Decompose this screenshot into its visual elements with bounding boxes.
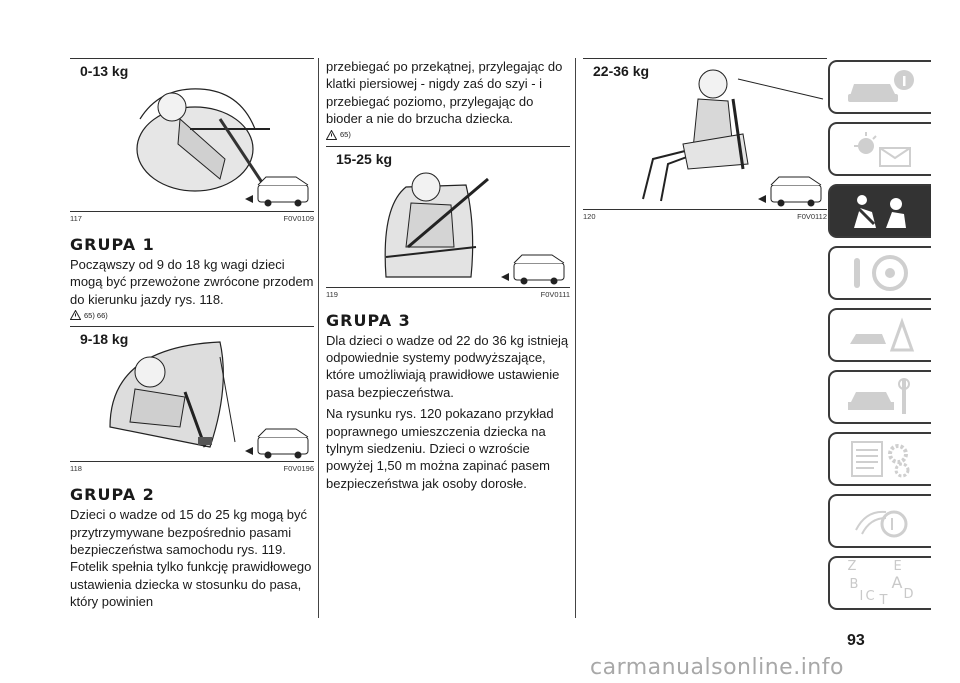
tab-warning-lights[interactable] [828,122,931,176]
steering-key-icon [846,252,916,294]
booster-cushion-illustration [583,59,827,207]
warning-lights-icon [846,128,916,170]
warning-triangle-icon [326,130,337,140]
figure-118 [70,326,314,473]
figure-code: F0V0109 [283,214,314,223]
tab-car-info[interactable] [828,60,931,114]
figure-119 [326,146,570,299]
column-3 [583,58,827,221]
tab-safety[interactable] [828,184,931,238]
watermark: carmanualsonline.info [590,655,844,680]
tab-steering[interactable] [828,246,931,300]
figure-label: 15-25 kg [336,150,393,167]
paragraph: Począwszy od 9 do 18 kg wagi dzieci mogą być przewożone zwrócone przodem do kierunku jazdy rys. 118. [70,257,314,307]
column-divider [575,58,576,618]
booster-seat-illustration [326,147,570,285]
warning-triangle-icon [70,310,81,320]
chapter-tabs [828,60,931,618]
figure-number: 120 [583,212,596,221]
tab-technical-data[interactable] [828,432,931,486]
figure-number: 117 [70,214,82,223]
tab-breakdown[interactable] [828,308,931,362]
figure-code: F0V0111 [540,289,570,299]
figure-number: 118 [70,464,82,474]
figure-code: F0V0196 [283,464,314,474]
figure-caption [70,461,314,473]
car-direction-icon [245,177,308,207]
page-number: 93 [847,632,865,649]
figure-label: 9-18 kg [80,331,129,348]
warning-reference: 65) 66) [70,310,314,320]
figure-label: 0-13 kg [80,63,129,79]
column-2 [326,58,570,492]
figure-label: 22-36 kg [593,63,650,79]
column-1 [70,58,314,611]
car-direction-icon [245,429,308,459]
index-icon: Z E B A C D I T [847,559,914,608]
paragraph: Na rysunku rys. 120 pokazano przykład poprawnego umieszczenia dziecka na tylnym siedzeniu. Dzieci o wzroście powyżej 1,50 m można zapinać pasem bezpieczeństwa jak osoby dorosłe. [326,406,554,491]
section-heading: GRUPA 3 [326,310,411,330]
column-divider [318,58,319,618]
section-heading: GRUPA 2 [70,485,155,505]
tab-index[interactable] [828,556,931,610]
tab-multimedia[interactable] [828,494,931,548]
figure-117 [70,58,314,223]
figure-code: F0V0112 [797,212,827,221]
section-heading: GRUPA 1 [70,235,155,254]
warning-reference: 65) [326,130,570,140]
car-direction-icon [758,177,821,207]
tab-maintenance[interactable] [828,370,931,424]
paragraph: Dzieci o wadze od 15 do 25 kg mogą być przytrzymywane bezpośrednio pasami bezpieczeństwa samochodu rys. 119. Fotelik spełnia tylko funkcję prawidłowego ustawienia dziecka w stosunku do pasa, który powinien [70,507,312,610]
figure-number: 119 [326,289,338,299]
paragraph: przebiegać po przekątnej, przylegając do klatki piersiowej - nigdy zaś do szyi - i przebiegać poziomo, przylegając do bioder a nie do brzucha dziecka. [326,59,563,127]
multimedia-icon [846,500,916,542]
car-info-icon [846,66,916,108]
infant-seat-illustration [70,59,314,209]
technical-data-icon [846,438,916,480]
figure-caption [70,211,314,223]
figure-caption [326,287,570,299]
maintenance-icon [846,376,916,418]
figure-caption [583,209,827,221]
car-direction-icon [501,255,564,285]
paragraph: Dla dzieci o wadze od 22 do 36 kg istnieją odpowiednie systemy podwyższające, które umożliwiają prawidłowe ustawienie pasa bezpieczeństwa. [326,332,569,400]
figure-120 [583,58,827,221]
safety-airbag-icon [846,190,916,232]
breakdown-icon [846,314,916,356]
